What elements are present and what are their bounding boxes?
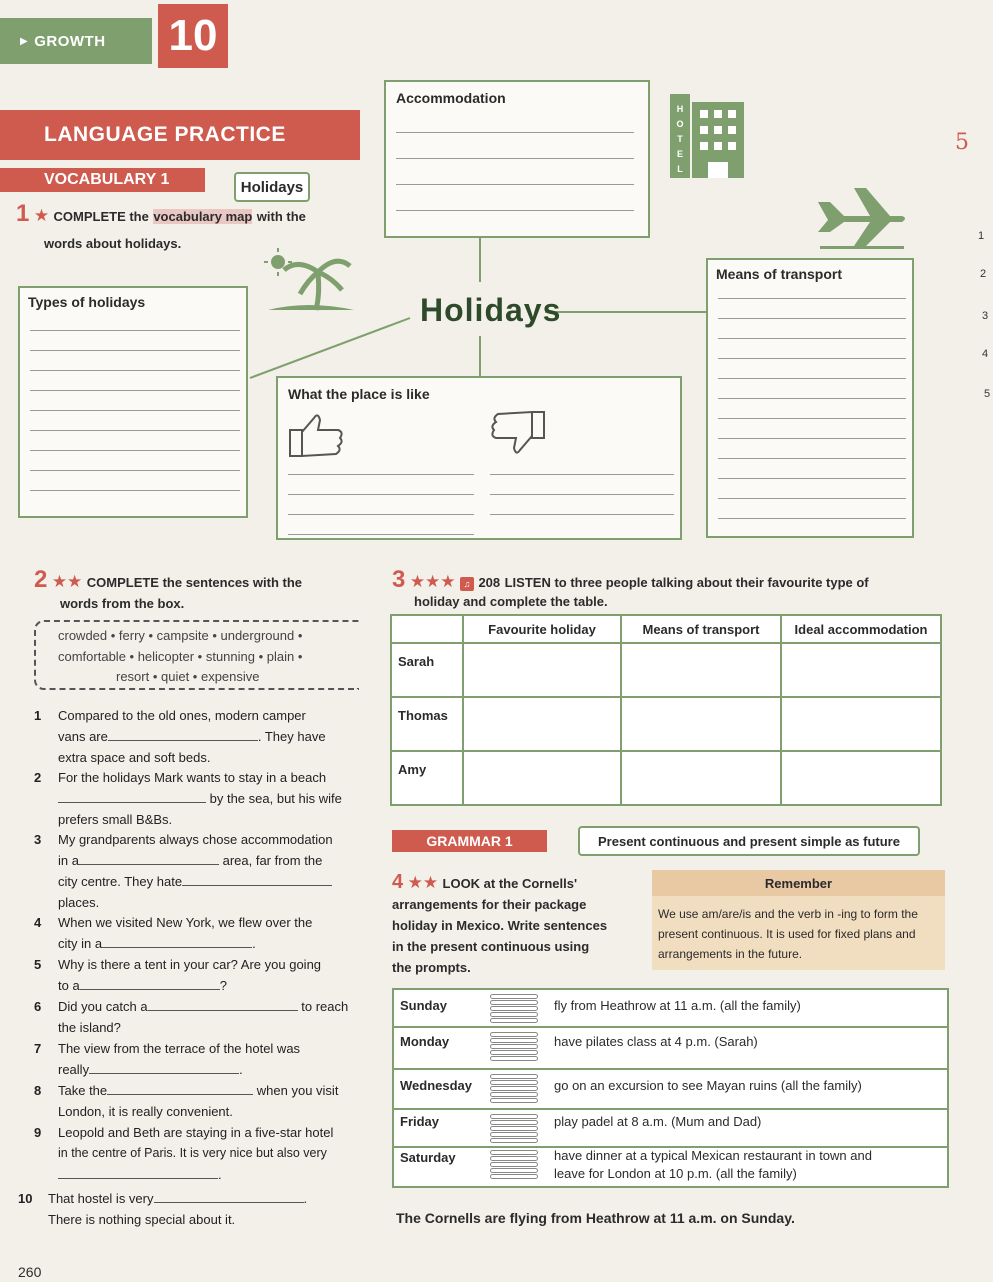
- hotel-sign: H: [676, 104, 684, 114]
- answer-line[interactable]: [718, 418, 906, 419]
- instruction-line-2: holiday and complete the table.: [414, 594, 608, 609]
- answer-blank[interactable]: [58, 789, 206, 803]
- exercise-4-instruction: 4 ★★ LOOK at the Cornells' arrangements for their package holiday in Mexico. Write sentences in the present continuous using the prompts.: [392, 871, 608, 975]
- exercise-1-number: 1: [16, 200, 30, 227]
- audio-icon: ♫: [460, 577, 474, 591]
- instruction-text: COMPLETE the sentences with the: [86, 575, 303, 590]
- row-name: Thomas: [391, 697, 463, 751]
- types-of-holidays-box: [18, 286, 248, 518]
- answer-line[interactable]: [718, 378, 906, 379]
- answer-line[interactable]: [30, 470, 240, 471]
- diary-row: [394, 990, 947, 1028]
- exercise-4-number: 4: [392, 871, 404, 893]
- remember-title: Remember: [652, 870, 945, 896]
- answer-line[interactable]: [718, 318, 906, 319]
- answer-line[interactable]: [396, 158, 634, 159]
- margin-number: 3: [982, 310, 989, 322]
- spiral-binding-icon: [490, 1032, 538, 1062]
- margin-number: 2: [980, 268, 987, 280]
- answer-line[interactable]: [30, 450, 240, 451]
- language-practice-heading: LANGUAGE PRACTICE: [0, 110, 360, 160]
- remember-box: [652, 870, 945, 970]
- word-box-line: crowded • ferry • campsite • underground •: [58, 628, 303, 643]
- answer-cell[interactable]: [463, 751, 621, 805]
- diary-day: Wednesday: [400, 1078, 473, 1093]
- answer-line[interactable]: [718, 498, 906, 499]
- answer-line[interactable]: [718, 438, 906, 439]
- unit-number: 10: [158, 4, 228, 68]
- grammar-heading: GRAMMAR 1: [392, 830, 547, 852]
- vocabulary-heading: VOCABULARY 1: [0, 168, 205, 192]
- table-row: [391, 751, 941, 805]
- answer-cell[interactable]: [621, 643, 781, 697]
- thumbs-down-icon: [488, 410, 548, 460]
- row-name: Amy: [391, 751, 463, 805]
- instruction-line-2: words from the box.: [60, 596, 185, 611]
- answer-blank[interactable]: [182, 872, 332, 886]
- answer-line[interactable]: [288, 474, 474, 475]
- exercise-2-instruction: [34, 566, 302, 594]
- answer-blank[interactable]: [58, 1165, 218, 1179]
- table-row: [391, 643, 941, 697]
- diary-entry: have pilates class at 4 p.m. (Sarah): [554, 1034, 758, 1049]
- instruction-text: LISTEN to three people talking about their favourite type of: [504, 575, 869, 590]
- diary-row: [394, 1110, 947, 1148]
- answer-line[interactable]: [396, 210, 634, 211]
- types-label: Types of holidays: [28, 294, 146, 310]
- diary-day: Monday: [400, 1034, 450, 1049]
- instruction-line-2: words about holidays.: [44, 236, 182, 251]
- answer-line[interactable]: [30, 350, 240, 351]
- sentence-item: 9 Leopold and Beth are staying in a five-star hotel in the centre of Paris. It is very nice but also very .: [34, 1125, 334, 1182]
- diary-day: Saturday: [400, 1150, 456, 1165]
- accommodation-box: [384, 80, 650, 238]
- hotel-building-icon: [660, 92, 750, 180]
- spiral-binding-icon: [490, 1114, 538, 1144]
- example-answer: The Cornells are flying from Heathrow at 11 a.m. on Sunday.: [396, 1210, 795, 1226]
- sentence-item: 4 When we visited New York, we flew over the city in a .: [34, 915, 313, 951]
- grammar-topic: Present continuous and present simple as future: [578, 826, 920, 856]
- instruction-highlight: vocabulary map: [153, 209, 253, 224]
- answer-line[interactable]: [718, 358, 906, 359]
- word-box: [34, 620, 359, 690]
- instruction-text: COMPLETE the: [53, 209, 149, 224]
- handwritten-note: 5: [955, 130, 969, 155]
- answer-line[interactable]: [30, 370, 240, 371]
- margin-number: 4: [982, 348, 989, 360]
- answer-line[interactable]: [288, 494, 474, 495]
- diary-entry: go on an excursion to see Mayan ruins (all the family): [554, 1078, 862, 1093]
- svg-text:L: L: [677, 164, 683, 174]
- section-label: GROWTH: [34, 32, 106, 50]
- diary-schedule: [392, 988, 949, 1188]
- table-header-row: [391, 615, 941, 643]
- answer-cell[interactable]: [781, 643, 941, 697]
- answer-line[interactable]: [396, 132, 634, 133]
- palm-island-icon: [258, 244, 358, 320]
- difficulty-stars: ★★★: [409, 572, 456, 591]
- table-header: Favourite holiday: [463, 615, 621, 643]
- place-label: What the place is like: [288, 386, 430, 402]
- answer-line[interactable]: [718, 518, 906, 519]
- sentence-item: 7 The view from the terrace of the hotel was really .: [34, 1041, 301, 1077]
- answer-cell[interactable]: [463, 697, 621, 751]
- answer-cell[interactable]: [621, 697, 781, 751]
- answer-blank[interactable]: [89, 1060, 239, 1074]
- sentence-item: 6 Did you catch a to reach the island?: [34, 999, 349, 1035]
- difficulty-stars: ★★: [407, 873, 439, 892]
- diary-entry: fly from Heathrow at 11 a.m. (all the family): [554, 998, 801, 1013]
- margin-number: 1: [978, 230, 985, 242]
- answer-line[interactable]: [490, 514, 674, 515]
- spiral-binding-icon: [490, 994, 538, 1024]
- svg-text:T: T: [677, 134, 683, 144]
- spiral-binding-icon: [490, 1074, 538, 1104]
- answer-line[interactable]: [718, 458, 906, 459]
- diary-entry-continued: leave for London at 10 p.m. (all the family): [554, 1166, 797, 1181]
- answer-cell[interactable]: [781, 751, 941, 805]
- word-box-line: resort • quiet • expensive: [116, 669, 260, 684]
- sentence-item: 5 Why is there a tent in your car? Are you going to a ?: [34, 957, 322, 993]
- answer-line[interactable]: [718, 338, 906, 339]
- thumbs-up-icon: [288, 410, 348, 460]
- spiral-binding-icon: [490, 1150, 538, 1180]
- transport-label: Means of transport: [716, 266, 843, 282]
- answer-blank[interactable]: [79, 851, 219, 865]
- answer-blank[interactable]: [107, 1081, 253, 1095]
- airplane-icon: [810, 180, 910, 250]
- answer-line[interactable]: [30, 490, 240, 491]
- answer-line[interactable]: [30, 430, 240, 431]
- answer-blank[interactable]: [102, 934, 252, 948]
- row-name: Sarah: [391, 643, 463, 697]
- diary-row: [394, 1070, 947, 1110]
- transport-box: [706, 258, 914, 538]
- answer-cell[interactable]: [463, 643, 621, 697]
- difficulty-stars: ★★: [51, 572, 83, 591]
- table-header: Means of transport: [621, 615, 781, 643]
- map-center-title: Holidays: [420, 292, 562, 328]
- instruction-text: with the: [256, 209, 306, 224]
- vocabulary-topic: Holidays: [234, 172, 310, 202]
- table-row: [391, 697, 941, 751]
- answer-line[interactable]: [30, 410, 240, 411]
- accommodation-label: Accommodation: [396, 90, 506, 106]
- svg-text:O: O: [676, 119, 684, 129]
- listening-table: [390, 614, 942, 806]
- diary-entry: play padel at 8 a.m. (Mum and Dad): [554, 1114, 762, 1129]
- page-number: 260: [18, 1264, 42, 1280]
- answer-line[interactable]: [490, 494, 674, 495]
- answer-line[interactable]: [30, 330, 240, 331]
- place-description-box: [276, 376, 682, 540]
- diary-day: Friday: [400, 1114, 440, 1129]
- answer-cell[interactable]: [781, 697, 941, 751]
- diary-row: [394, 1148, 947, 1186]
- difficulty-stars: ★: [33, 206, 50, 225]
- word-box-line: comfortable • helicopter • stunning • plain •: [58, 649, 303, 664]
- play-icon: ▶: [20, 35, 29, 47]
- sentence-item: 1 Compared to the old ones, modern camper vans are . They have extra space and soft beds.: [34, 708, 326, 765]
- answer-line[interactable]: [490, 474, 674, 475]
- svg-text:E: E: [676, 149, 684, 159]
- remember-text: We use am/are/is and the verb in -ing to form the present continuous. It is used for fixed plans and arrangements in the future.: [658, 907, 918, 961]
- table-header: [391, 615, 463, 643]
- diary-row: [394, 1028, 947, 1070]
- margin-number: 5: [984, 388, 991, 400]
- answer-blank[interactable]: [80, 976, 220, 990]
- answer-line[interactable]: [288, 514, 474, 515]
- sentence-item: 10 That hostel is very . There is nothing special about it.: [18, 1191, 308, 1227]
- diary-day: Sunday: [400, 998, 447, 1013]
- answer-line[interactable]: [288, 534, 474, 535]
- sentence-item: 3 My grandparents always chose accommodation in a area, far from the city centre. They hate places.: [34, 832, 333, 910]
- answer-line[interactable]: [718, 478, 906, 479]
- exercise-2-number: 2: [34, 566, 48, 593]
- track-number: 208: [478, 575, 501, 590]
- sentence-item: 8 Take the when you visit London, it is really convenient.: [34, 1083, 339, 1119]
- answer-blank[interactable]: [148, 997, 298, 1011]
- table-header: Ideal accommodation: [781, 615, 941, 643]
- answer-cell[interactable]: [621, 751, 781, 805]
- answer-blank[interactable]: [108, 727, 258, 741]
- answer-blank[interactable]: [154, 1189, 304, 1203]
- exercise-3-instruction: [392, 566, 952, 594]
- exercise-3-number: 3: [392, 566, 406, 593]
- answer-line[interactable]: [396, 184, 634, 185]
- diary-entry: have dinner at a typical Mexican restaurant in town and: [554, 1148, 872, 1163]
- answer-line[interactable]: [30, 390, 240, 391]
- sentence-item: 2 For the holidays Mark wants to stay in a beach by the sea, but his wife prefers small B&Bs.: [34, 770, 342, 827]
- answer-line[interactable]: [718, 398, 906, 399]
- answer-line[interactable]: [718, 298, 906, 299]
